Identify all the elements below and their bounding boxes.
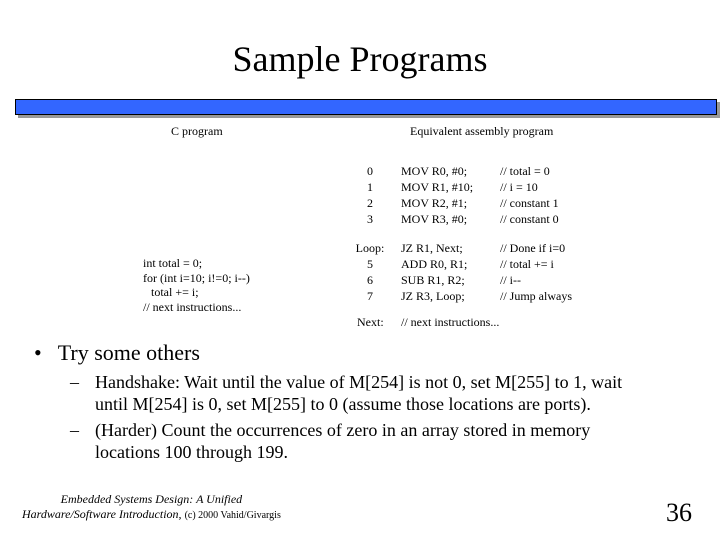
sub-bullet-line: locations 100 through 199. bbox=[95, 441, 288, 462]
footer-line: Embedded Systems Design: A Unified bbox=[60, 492, 243, 506]
dash-icon: – bbox=[70, 372, 79, 392]
asm-block1-instructions bbox=[401, 163, 473, 227]
sub-bullet-line: until M[254] is 0, set M[255] to 0 (assume those locations are ports). bbox=[95, 393, 591, 414]
slide-title: Sample Programs bbox=[232, 39, 488, 79]
sub-bullet-item bbox=[70, 372, 720, 415]
asm-block1-comments bbox=[500, 163, 559, 227]
c-line: for (int i=10; i!=0; i--) bbox=[143, 270, 250, 285]
asm-label: 0 bbox=[367, 164, 373, 178]
asm-comment: // constant 0 bbox=[500, 212, 559, 226]
asm-instruction: ADD R0, R1; bbox=[401, 257, 468, 271]
asm-instruction: SUB R1, R2; bbox=[401, 273, 465, 287]
c-program-code bbox=[143, 256, 250, 315]
main-bullet bbox=[34, 340, 200, 366]
page-number: 36 bbox=[666, 498, 692, 527]
asm-next-instruction: // next instructions... bbox=[401, 315, 500, 329]
sub-bullet-item bbox=[70, 420, 720, 463]
asm-comment: // Done if i=0 bbox=[500, 241, 566, 255]
asm-label: 1 bbox=[367, 180, 373, 194]
asm-comment: // Jump always bbox=[500, 289, 572, 303]
footer-copyright: (c) 2000 Vahid/Givargis bbox=[184, 510, 281, 521]
asm-instruction: JZ R1, Next; bbox=[401, 241, 463, 255]
asm-instruction: MOV R1, #10; bbox=[401, 180, 474, 194]
asm-comment: // i = 10 bbox=[500, 180, 538, 194]
asm-block2-instructions bbox=[401, 240, 467, 304]
asm-label: 2 bbox=[367, 196, 373, 210]
asm-comment: // total += i bbox=[500, 257, 554, 271]
c-line: // next instructions... bbox=[143, 300, 242, 315]
c-program-header: C program bbox=[171, 124, 223, 138]
dash-icon: – bbox=[70, 420, 79, 440]
asm-label: 5 bbox=[367, 257, 373, 271]
asm-instruction: JZ R3, Loop; bbox=[401, 289, 465, 303]
asm-label: 6 bbox=[367, 273, 373, 287]
asm-comment: // total = 0 bbox=[500, 164, 550, 178]
asm-instruction: MOV R0, #0; bbox=[401, 164, 468, 178]
footer-line: Hardware/Software Introduction, bbox=[22, 507, 182, 521]
asm-next-label: Next: bbox=[357, 315, 384, 329]
bullet-dot-icon: • bbox=[34, 340, 42, 365]
c-line: total += i; bbox=[151, 285, 199, 300]
asm-instruction: MOV R3, #0; bbox=[401, 212, 468, 226]
footer-citation bbox=[22, 492, 281, 523]
c-line: int total = 0; bbox=[143, 256, 203, 270]
sub-bullet-line: Handshake: Wait until the value of M[254] is not 0, set M[255] to 1, wait bbox=[95, 372, 623, 392]
asm-instruction: MOV R2, #1; bbox=[401, 196, 468, 210]
asm-label: 7 bbox=[367, 289, 373, 303]
asm-label: 3 bbox=[367, 212, 373, 226]
asm-comment: // i-- bbox=[500, 273, 521, 287]
assembly-program-header: Equivalent assembly program bbox=[410, 124, 554, 138]
sub-bullet-line: (Harder) Count the occurrences of zero in an array stored in memory bbox=[95, 420, 591, 440]
title-divider-bar bbox=[15, 99, 717, 115]
asm-comment: // constant 1 bbox=[500, 196, 559, 210]
asm-block1-labels bbox=[343, 163, 373, 227]
asm-block2-comments bbox=[500, 240, 572, 304]
asm-label: Loop: bbox=[355, 241, 385, 255]
main-bullet-text: Try some others bbox=[57, 340, 200, 365]
asm-block2-labels bbox=[355, 240, 385, 304]
